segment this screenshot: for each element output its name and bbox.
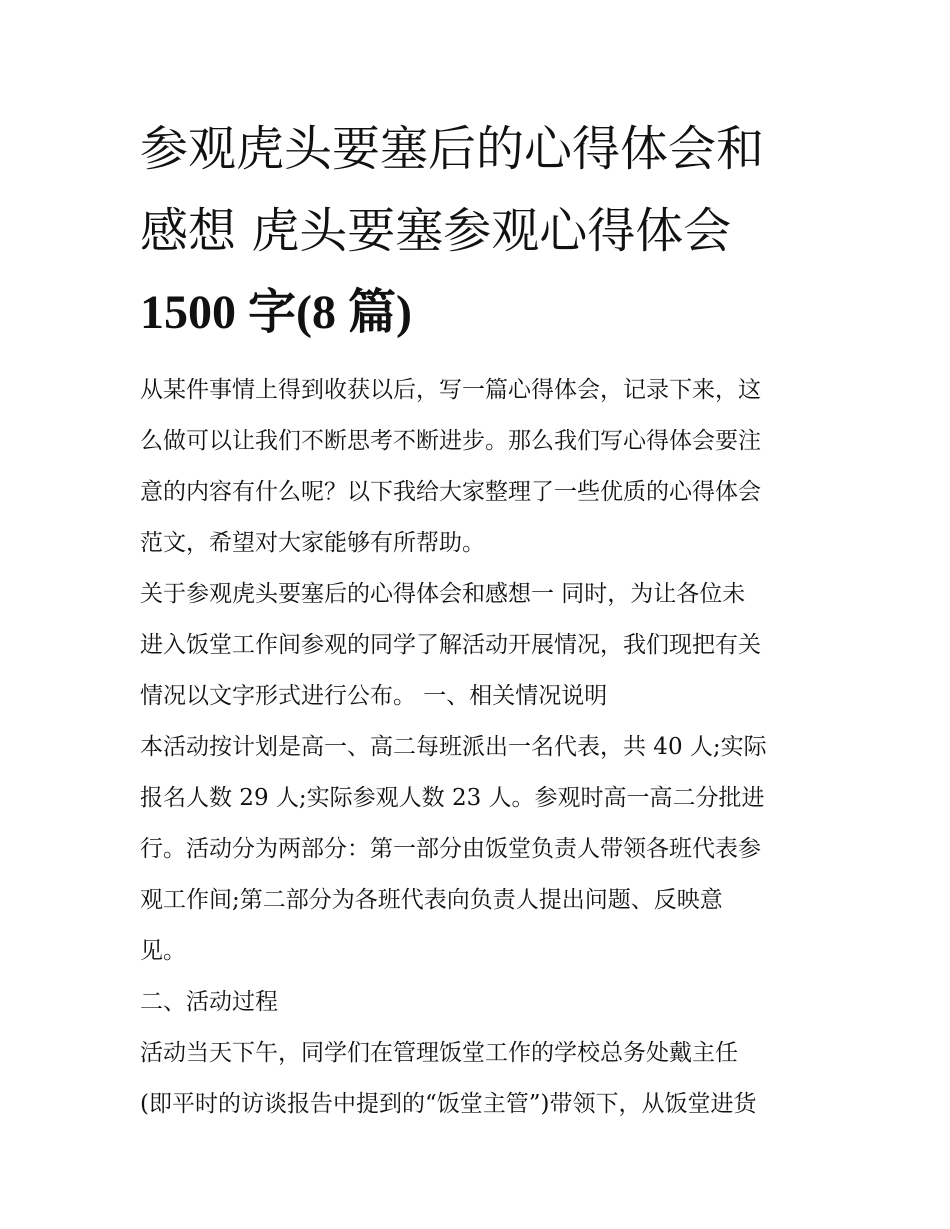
title-line-3: 1500 字(8 篇) bbox=[140, 286, 412, 339]
text-line: 关于参观虎头要塞后的心得体会和感想一 同时，为让各位未 bbox=[140, 581, 746, 607]
document-title bbox=[140, 108, 812, 354]
paragraph-situation bbox=[140, 722, 812, 977]
text-line: 么做可以让我们不断思考不断进步。那么我们写心得体会要注 bbox=[140, 428, 761, 454]
paragraph-process bbox=[140, 1028, 812, 1130]
text-line: 活动当天下午，同学们在管理饭堂工作的学校总务处戴主任 bbox=[140, 1040, 738, 1066]
title-line-2: 感想 虎头要塞参观心得体会 bbox=[140, 203, 732, 259]
title-line-1: 参观虎头要塞后的心得体会和 bbox=[140, 121, 765, 177]
text-line: 报名人数 29 人;实际参观人数 23 人。参观时高一高二分批进 bbox=[140, 785, 765, 811]
paragraph-section-heading-2 bbox=[140, 977, 812, 1028]
text-line: 范文，希望对大家能够有所帮助。 bbox=[140, 530, 485, 556]
text-line: 行。活动分为两部分：第一部分由饭堂负责人带领各班代表参 bbox=[140, 836, 761, 862]
text-line: (即平时的访谈报告中提到的“饭堂主管”)带领下，从饭堂进货 bbox=[140, 1091, 757, 1117]
text-line: 二、活动过程 bbox=[140, 989, 278, 1015]
text-line: 观工作间;第二部分为各班代表向负责人提出问题、反映意 bbox=[140, 887, 723, 913]
text-line: 意的内容有什么呢？以下我给大家整理了一些优质的心得体会 bbox=[140, 479, 761, 505]
text-line: 本活动按计划是高一、高二每班派出一名代表，共 40 人;实际 bbox=[140, 734, 767, 760]
document-body bbox=[140, 365, 812, 1130]
text-line: 从某件事情上得到收获以后，写一篇心得体会，记录下来，这 bbox=[140, 377, 761, 403]
document-page bbox=[140, 108, 812, 1130]
text-line: 情况以文字形式进行公布。 一、相关情况说明 bbox=[140, 683, 608, 709]
text-line: 见。 bbox=[140, 938, 186, 964]
paragraph-section-heading-1 bbox=[140, 569, 812, 722]
text-line: 进入饭堂工作间参观的同学了解活动开展情况，我们现把有关 bbox=[140, 632, 761, 658]
paragraph-intro bbox=[140, 365, 812, 569]
